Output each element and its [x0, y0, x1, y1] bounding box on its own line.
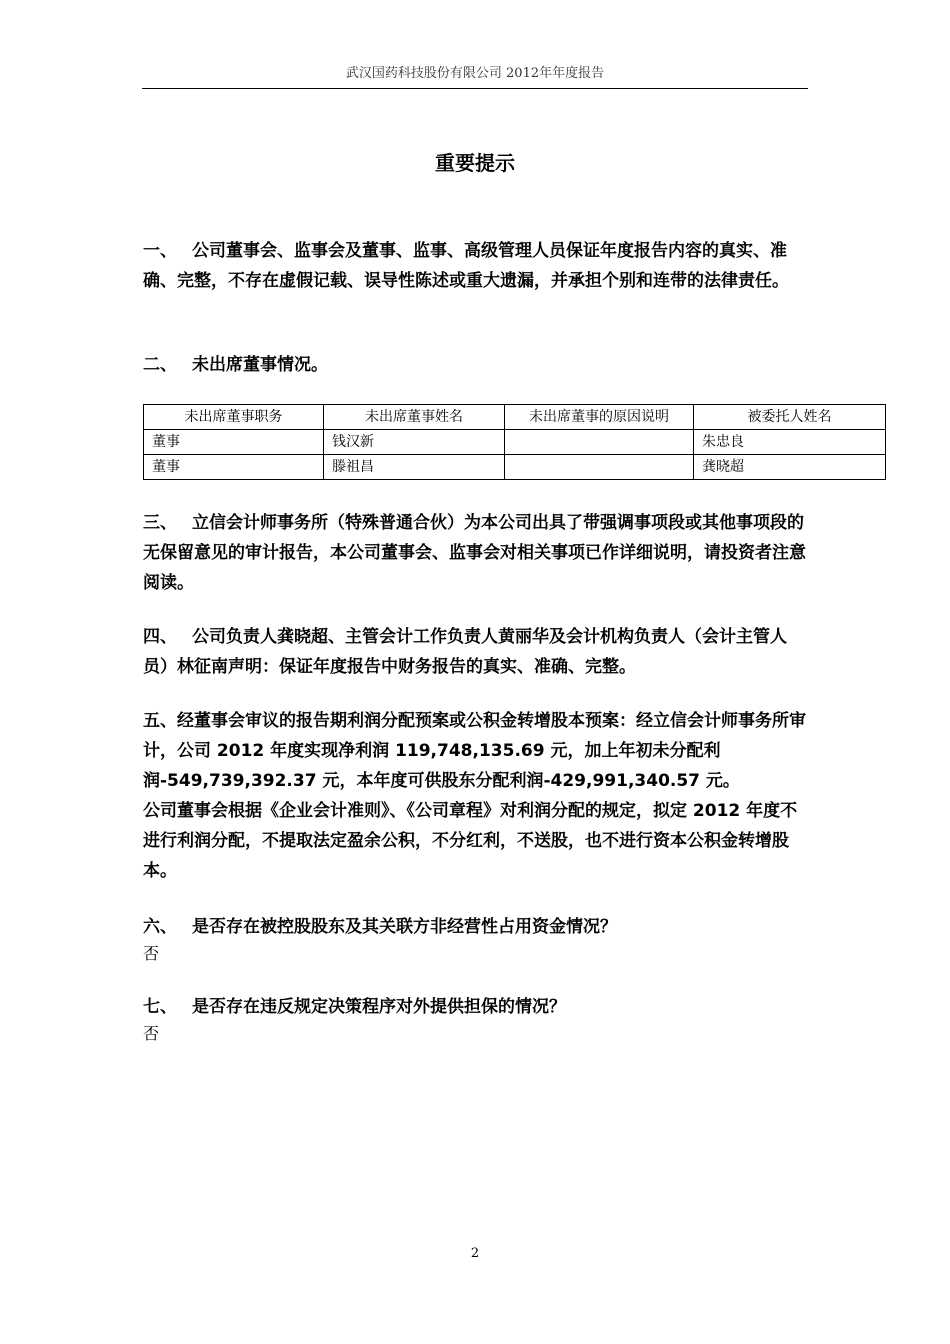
section-2-text: 未出席董事情况。: [192, 355, 328, 375]
absent-directors-table: [143, 404, 886, 480]
table-header-cell: 未出席董事姓名: [324, 405, 505, 430]
section-2: [143, 350, 808, 380]
section-3-number: 三、: [143, 513, 177, 533]
section-5-paragraph-2: 公司董事会根据《企业会计准则》、《公司章程》对利润分配的规定，拟定 2012 年度不进行利润分配，不提取法定盈余公积，不分红利，不送股，也不进行资本公积金转增股本。: [143, 801, 798, 881]
table-cell: 滕祖昌: [324, 455, 505, 480]
section-4-number: 四、: [143, 627, 177, 647]
table-cell: 董事: [144, 430, 324, 455]
table-header-cell: 未出席董事职务: [144, 405, 324, 430]
header-divider: [142, 88, 808, 89]
section-1: [143, 236, 808, 296]
table-cell: 钱汉新: [324, 430, 505, 455]
section-1-text: 公司董事会、监事会及董事、监事、高级管理人员保证年度报告内容的真实、准确、完整，不存在虚假记载、误导性陈述或重大遗漏，并承担个别和连带的法律责任。: [143, 241, 789, 291]
section-4-text: 公司负责人龚晓超、主管会计工作负责人黄丽华及会计机构负责人（会计主管人员）林征南声明：保证年度报告中财务报告的真实、准确、完整。: [143, 627, 787, 677]
page-number: 2: [470, 1246, 480, 1261]
section-7-number: 七、: [143, 997, 177, 1017]
table-cell: 朱忠良: [694, 430, 886, 455]
table-header-cell: 未出席董事的原因说明: [505, 405, 694, 430]
section-6: [143, 912, 808, 942]
report-header: 武汉国药科技股份有限公司 2012年年度报告: [345, 66, 605, 81]
section-1-number: 一、: [143, 241, 177, 261]
page-title: 重要提示: [435, 151, 515, 175]
table-header-cell: 被委托人姓名: [694, 405, 886, 430]
table-cell: [505, 430, 694, 455]
section-5-paragraph-1: 五、经董事会审议的报告期利润分配预案或公积金转增股本预案：经立信会计师事务所审计，公司 2012 年度实现净利润 119,748,135.69 元，加上年初未分配利润-549,739,392.37 元，本年度可供股东分配利润-429,991,340.57 元。: [143, 711, 806, 791]
section-2-number: 二、: [143, 355, 177, 375]
section-7: [143, 992, 808, 1022]
section-4: [143, 622, 808, 682]
section-6-number: 六、: [143, 917, 177, 937]
table-cell: 董事: [144, 455, 324, 480]
section-7-answer: 否: [143, 1024, 160, 1043]
table-row: [144, 455, 886, 480]
section-6-answer: 否: [143, 944, 160, 963]
table-row: [144, 430, 886, 455]
table-header-row: [144, 405, 886, 430]
table-cell: [505, 455, 694, 480]
section-3-text: 立信会计师事务所（特殊普通合伙）为本公司出具了带强调事项段或其他事项段的无保留意见的审计报告，本公司董事会、监事会对相关事项已作详细说明，请投资者注意阅读。: [143, 513, 806, 593]
section-3: [143, 508, 808, 598]
section-6-text: 是否存在被控股股东及其关联方非经营性占用资金情况？: [192, 917, 617, 937]
table-cell: 龚晓超: [694, 455, 886, 480]
section-7-text: 是否存在违反规定决策程序对外提供担保的情况？: [192, 997, 566, 1017]
